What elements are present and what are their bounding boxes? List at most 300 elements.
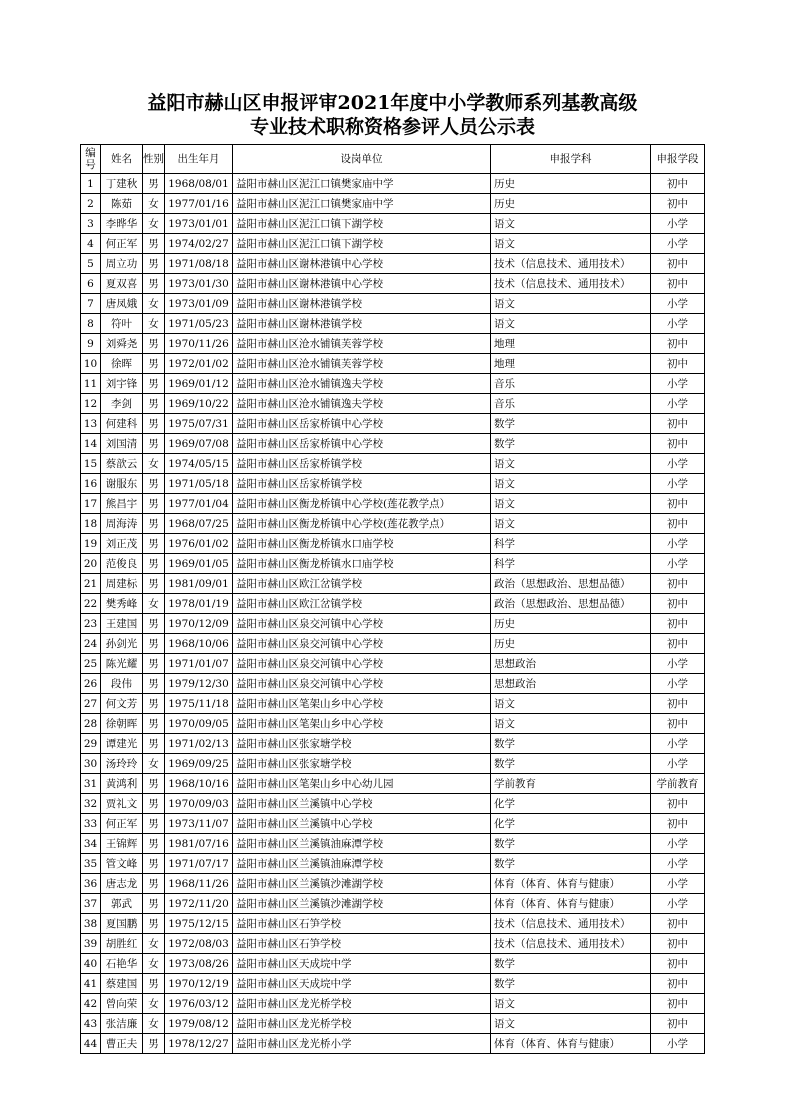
- cell-unit: 益阳市赫山区衡龙桥镇中心学校(莲花教学点）: [233, 514, 491, 534]
- cell-gender: 男: [143, 354, 165, 374]
- cell-unit: 益阳市赫山区泥江口镇樊家庙中学: [233, 194, 491, 214]
- cell-name: 汤玲玲: [101, 754, 143, 774]
- cell-no: 32: [81, 794, 101, 814]
- cell-unit: 益阳市赫山区兰溪镇沙滩湖学校: [233, 874, 491, 894]
- cell-no: 28: [81, 714, 101, 734]
- table-row: [81, 694, 705, 714]
- cell-unit: 益阳市赫山区沧水铺镇芙蓉学校: [233, 334, 491, 354]
- candidates-table: [80, 144, 705, 1054]
- table-row: [81, 634, 705, 654]
- cell-stage: 初中: [651, 414, 705, 434]
- cell-stage: 小学: [651, 234, 705, 254]
- cell-gender: 男: [143, 374, 165, 394]
- cell-gender: 女: [143, 934, 165, 954]
- cell-name: 范俊良: [101, 554, 143, 574]
- cell-birth: 1979/12/30: [165, 674, 233, 694]
- cell-no: 16: [81, 474, 101, 494]
- cell-no: 33: [81, 814, 101, 834]
- cell-unit: 益阳市赫山区谢林港镇学校: [233, 314, 491, 334]
- cell-subject: 语文: [491, 694, 651, 714]
- table-row: [81, 754, 705, 774]
- cell-no: 10: [81, 354, 101, 374]
- cell-subject: 地理: [491, 354, 651, 374]
- cell-unit: 益阳市赫山区泉交河镇中心学校: [233, 634, 491, 654]
- cell-gender: 女: [143, 454, 165, 474]
- cell-subject: 语文: [491, 314, 651, 334]
- table-row: [81, 194, 705, 214]
- table-row: [81, 894, 705, 914]
- cell-birth: 1978/01/19: [165, 594, 233, 614]
- cell-subject: 语文: [491, 474, 651, 494]
- cell-name: 陈光耀: [101, 654, 143, 674]
- cell-unit: 益阳市赫山区龙光桥小学: [233, 1034, 491, 1054]
- cell-unit: 益阳市赫山区沧水铺镇逸夫学校: [233, 394, 491, 414]
- cell-no: 34: [81, 834, 101, 854]
- cell-no: 30: [81, 754, 101, 774]
- table-row: [81, 394, 705, 414]
- cell-stage: 初中: [651, 354, 705, 374]
- cell-birth: 1971/01/07: [165, 654, 233, 674]
- table-row: [81, 954, 705, 974]
- cell-birth: 1973/11/07: [165, 814, 233, 834]
- cell-unit: 益阳市赫山区兰溪镇中心学校: [233, 794, 491, 814]
- cell-stage: 小学: [651, 754, 705, 774]
- cell-gender: 男: [143, 914, 165, 934]
- cell-no: 39: [81, 934, 101, 954]
- cell-subject: 政治（思想政治、思想品德）: [491, 574, 651, 594]
- cell-unit: 益阳市赫山区兰溪镇中心学校: [233, 814, 491, 834]
- cell-gender: 男: [143, 334, 165, 354]
- cell-no: 35: [81, 854, 101, 874]
- cell-birth: 1971/05/23: [165, 314, 233, 334]
- cell-stage: 初中: [651, 994, 705, 1014]
- cell-name: 樊秀峰: [101, 594, 143, 614]
- cell-birth: 1970/12/09: [165, 614, 233, 634]
- table-body: [81, 174, 705, 1054]
- cell-unit: 益阳市赫山区衡龙桥镇中心学校(莲花教学点）: [233, 494, 491, 514]
- table-row: [81, 334, 705, 354]
- cell-birth: 1976/01/02: [165, 534, 233, 554]
- cell-name: 何文芳: [101, 694, 143, 714]
- table-row: [81, 294, 705, 314]
- cell-gender: 男: [143, 234, 165, 254]
- cell-gender: 男: [143, 474, 165, 494]
- cell-birth: 1971/02/13: [165, 734, 233, 754]
- cell-birth: 1978/12/27: [165, 1034, 233, 1054]
- cell-unit: 益阳市赫山区天成垸中学: [233, 954, 491, 974]
- cell-stage: 初中: [651, 494, 705, 514]
- cell-birth: 1976/03/12: [165, 994, 233, 1014]
- cell-stage: 初中: [651, 614, 705, 634]
- cell-name: 蔡建国: [101, 974, 143, 994]
- cell-birth: 1974/02/27: [165, 234, 233, 254]
- cell-name: 贾礼文: [101, 794, 143, 814]
- cell-stage: 初中: [651, 814, 705, 834]
- cell-name: 孙剑光: [101, 634, 143, 654]
- cell-subject: 地理: [491, 334, 651, 354]
- table-row: [81, 434, 705, 454]
- table-row: [81, 1014, 705, 1034]
- cell-no: 5: [81, 254, 101, 274]
- cell-birth: 1971/08/18: [165, 254, 233, 274]
- cell-name: 周海涛: [101, 514, 143, 534]
- cell-no: 29: [81, 734, 101, 754]
- cell-subject: 语文: [491, 454, 651, 474]
- cell-stage: 初中: [651, 194, 705, 214]
- cell-gender: 女: [143, 994, 165, 1014]
- cell-birth: 1970/09/05: [165, 714, 233, 734]
- cell-stage: 小学: [651, 454, 705, 474]
- header-birth: 出生年月: [165, 145, 233, 174]
- cell-no: 27: [81, 694, 101, 714]
- cell-name: 石艳华: [101, 954, 143, 974]
- cell-stage: 小学: [651, 654, 705, 674]
- cell-name: 段伟: [101, 674, 143, 694]
- table-row: [81, 734, 705, 754]
- cell-name: 谭建光: [101, 734, 143, 754]
- cell-birth: 1977/01/16: [165, 194, 233, 214]
- cell-unit: 益阳市赫山区欧江岔镇学校: [233, 594, 491, 614]
- cell-no: 42: [81, 994, 101, 1014]
- cell-name: 徐朝晖: [101, 714, 143, 734]
- cell-no: 4: [81, 234, 101, 254]
- cell-stage: 初中: [651, 1014, 705, 1034]
- cell-subject: 数学: [491, 854, 651, 874]
- cell-gender: 男: [143, 554, 165, 574]
- table-row: [81, 454, 705, 474]
- cell-stage: 初中: [651, 914, 705, 934]
- cell-name: 刘正茂: [101, 534, 143, 554]
- table-row: [81, 974, 705, 994]
- cell-gender: 男: [143, 794, 165, 814]
- cell-subject: 数学: [491, 834, 651, 854]
- cell-unit: 益阳市赫山区沧水铺镇逸夫学校: [233, 374, 491, 394]
- cell-unit: 益阳市赫山区石笋学校: [233, 914, 491, 934]
- cell-no: 2: [81, 194, 101, 214]
- cell-unit: 益阳市赫山区兰溪镇油麻潭学校: [233, 854, 491, 874]
- cell-birth: 1981/09/01: [165, 574, 233, 594]
- cell-stage: 初中: [651, 794, 705, 814]
- cell-birth: 1973/01/30: [165, 274, 233, 294]
- cell-birth: 1975/07/31: [165, 414, 233, 434]
- cell-subject: 音乐: [491, 394, 651, 414]
- cell-stage: 初中: [651, 594, 705, 614]
- cell-unit: 益阳市赫山区泥江口镇下湖学校: [233, 234, 491, 254]
- cell-subject: 体育（体育、体育与健康）: [491, 1034, 651, 1054]
- table-row: [81, 794, 705, 814]
- cell-birth: 1972/11/20: [165, 894, 233, 914]
- cell-no: 3: [81, 214, 101, 234]
- cell-no: 23: [81, 614, 101, 634]
- cell-subject: 历史: [491, 194, 651, 214]
- cell-gender: 男: [143, 534, 165, 554]
- cell-stage: 小学: [651, 734, 705, 754]
- cell-name: 周建标: [101, 574, 143, 594]
- cell-birth: 1972/01/02: [165, 354, 233, 374]
- cell-unit: 益阳市赫山区泉交河镇中心学校: [233, 654, 491, 674]
- cell-birth: 1971/05/18: [165, 474, 233, 494]
- cell-name: 张洁廉: [101, 1014, 143, 1034]
- cell-stage: 初中: [651, 174, 705, 194]
- cell-gender: 女: [143, 594, 165, 614]
- cell-name: 熊昌宇: [101, 494, 143, 514]
- cell-no: 6: [81, 274, 101, 294]
- cell-birth: 1970/11/26: [165, 334, 233, 354]
- cell-no: 19: [81, 534, 101, 554]
- cell-gender: 男: [143, 734, 165, 754]
- cell-unit: 益阳市赫山区龙光桥学校: [233, 994, 491, 1014]
- cell-gender: 女: [143, 214, 165, 234]
- cell-name: 夏国鹏: [101, 914, 143, 934]
- cell-no: 1: [81, 174, 101, 194]
- table-row: [81, 494, 705, 514]
- header-unit: 设岗单位: [233, 145, 491, 174]
- table-row: [81, 274, 705, 294]
- cell-subject: 技术（信息技术、通用技术）: [491, 274, 651, 294]
- cell-gender: 女: [143, 294, 165, 314]
- cell-stage: 学前教育: [651, 774, 705, 794]
- cell-gender: 男: [143, 394, 165, 414]
- cell-unit: 益阳市赫山区沧水铺镇芙蓉学校: [233, 354, 491, 374]
- cell-subject: 学前教育: [491, 774, 651, 794]
- cell-stage: 小学: [651, 374, 705, 394]
- cell-stage: 小学: [651, 674, 705, 694]
- cell-subject: 数学: [491, 734, 651, 754]
- cell-subject: 技术（信息技术、通用技术）: [491, 254, 651, 274]
- table-row: [81, 874, 705, 894]
- cell-subject: 语文: [491, 1014, 651, 1034]
- cell-gender: 男: [143, 694, 165, 714]
- document-title-line1: 益阳市赫山区申报评审2021年度中小学教师系列基教高级: [147, 92, 638, 114]
- cell-stage: 初中: [651, 694, 705, 714]
- cell-name: 胡胜红: [101, 934, 143, 954]
- cell-stage: 小学: [651, 874, 705, 894]
- cell-subject: 语文: [491, 514, 651, 534]
- cell-birth: 1975/12/15: [165, 914, 233, 934]
- table-row: [81, 314, 705, 334]
- cell-unit: 益阳市赫山区兰溪镇沙滩湖学校: [233, 894, 491, 914]
- cell-gender: 男: [143, 974, 165, 994]
- cell-subject: 数学: [491, 974, 651, 994]
- header-subject: 申报学科: [491, 145, 651, 174]
- cell-no: 12: [81, 394, 101, 414]
- cell-stage: 初中: [651, 274, 705, 294]
- cell-subject: 数学: [491, 414, 651, 434]
- cell-stage: 初中: [651, 434, 705, 454]
- cell-unit: 益阳市赫山区岳家桥镇中心学校: [233, 434, 491, 454]
- cell-birth: 1975/11/18: [165, 694, 233, 714]
- table-row: [81, 414, 705, 434]
- cell-birth: 1968/10/06: [165, 634, 233, 654]
- cell-subject: 思想政治: [491, 674, 651, 694]
- cell-birth: 1968/08/01: [165, 174, 233, 194]
- cell-birth: 1972/08/03: [165, 934, 233, 954]
- cell-unit: 益阳市赫山区天成垸中学: [233, 974, 491, 994]
- cell-gender: 男: [143, 834, 165, 854]
- cell-no: 26: [81, 674, 101, 694]
- cell-subject: 科学: [491, 534, 651, 554]
- cell-name: 谢服东: [101, 474, 143, 494]
- table-row: [81, 234, 705, 254]
- table-row: [81, 474, 705, 494]
- cell-gender: 男: [143, 174, 165, 194]
- cell-unit: 益阳市赫山区泉交河镇中心学校: [233, 674, 491, 694]
- cell-subject: 技术（信息技术、通用技术）: [491, 914, 651, 934]
- cell-no: 38: [81, 914, 101, 934]
- table-row: [81, 374, 705, 394]
- cell-gender: 男: [143, 614, 165, 634]
- cell-birth: 1970/12/19: [165, 974, 233, 994]
- cell-birth: 1977/01/04: [165, 494, 233, 514]
- table-row: [81, 774, 705, 794]
- cell-unit: 益阳市赫山区泥江口镇下湖学校: [233, 214, 491, 234]
- cell-unit: 益阳市赫山区石笋学校: [233, 934, 491, 954]
- cell-no: 31: [81, 774, 101, 794]
- cell-no: 14: [81, 434, 101, 454]
- table-row: [81, 814, 705, 834]
- cell-name: 唐志龙: [101, 874, 143, 894]
- cell-no: 24: [81, 634, 101, 654]
- cell-stage: 初中: [651, 974, 705, 994]
- cell-unit: 益阳市赫山区笔架山乡中心学校: [233, 694, 491, 714]
- table-row: [81, 654, 705, 674]
- cell-stage: 初中: [651, 634, 705, 654]
- cell-no: 13: [81, 414, 101, 434]
- table-row: [81, 614, 705, 634]
- table-row: [81, 934, 705, 954]
- cell-stage: 小学: [651, 854, 705, 874]
- cell-gender: 男: [143, 514, 165, 534]
- cell-no: 37: [81, 894, 101, 914]
- cell-unit: 益阳市赫山区岳家桥镇学校: [233, 474, 491, 494]
- cell-gender: 男: [143, 814, 165, 834]
- table-row: [81, 354, 705, 374]
- cell-no: 21: [81, 574, 101, 594]
- cell-birth: 1969/09/25: [165, 754, 233, 774]
- cell-birth: 1968/10/16: [165, 774, 233, 794]
- cell-name: 曹正夫: [101, 1034, 143, 1054]
- cell-no: 41: [81, 974, 101, 994]
- table-row: [81, 994, 705, 1014]
- cell-subject: 语文: [491, 494, 651, 514]
- cell-stage: 小学: [651, 534, 705, 554]
- cell-name: 何建科: [101, 414, 143, 434]
- cell-stage: 小学: [651, 314, 705, 334]
- cell-name: 曾向荣: [101, 994, 143, 1014]
- cell-unit: 益阳市赫山区衡龙桥镇水口庙学校: [233, 554, 491, 574]
- cell-gender: 男: [143, 654, 165, 674]
- cell-subject: 科学: [491, 554, 651, 574]
- cell-gender: 男: [143, 634, 165, 654]
- cell-no: 43: [81, 1014, 101, 1034]
- cell-birth: 1973/08/26: [165, 954, 233, 974]
- cell-birth: 1981/07/16: [165, 834, 233, 854]
- cell-subject: 数学: [491, 754, 651, 774]
- cell-stage: 小学: [651, 474, 705, 494]
- cell-subject: 音乐: [491, 374, 651, 394]
- cell-no: 17: [81, 494, 101, 514]
- cell-name: 唐凤娥: [101, 294, 143, 314]
- cell-birth: 1971/07/17: [165, 854, 233, 874]
- cell-stage: 小学: [651, 1034, 705, 1054]
- cell-no: 25: [81, 654, 101, 674]
- table-row: [81, 534, 705, 554]
- cell-stage: 小学: [651, 394, 705, 414]
- cell-stage: 初中: [651, 514, 705, 534]
- cell-name: 徐晖: [101, 354, 143, 374]
- cell-no: 40: [81, 954, 101, 974]
- cell-subject: 思想政治: [491, 654, 651, 674]
- cell-birth: 1969/10/22: [165, 394, 233, 414]
- cell-no: 11: [81, 374, 101, 394]
- cell-stage: 初中: [651, 714, 705, 734]
- cell-name: 刘宇锋: [101, 374, 143, 394]
- cell-gender: 女: [143, 954, 165, 974]
- table-row: [81, 214, 705, 234]
- cell-name: 王锦辉: [101, 834, 143, 854]
- cell-gender: 男: [143, 774, 165, 794]
- cell-birth: 1974/05/15: [165, 454, 233, 474]
- cell-gender: 男: [143, 254, 165, 274]
- cell-unit: 益阳市赫山区谢林港镇学校: [233, 294, 491, 314]
- cell-name: 周立功: [101, 254, 143, 274]
- cell-stage: 小学: [651, 554, 705, 574]
- cell-no: 8: [81, 314, 101, 334]
- cell-no: 36: [81, 874, 101, 894]
- cell-birth: 1968/11/26: [165, 874, 233, 894]
- cell-subject: 历史: [491, 614, 651, 634]
- cell-subject: 数学: [491, 954, 651, 974]
- table-row: [81, 574, 705, 594]
- cell-name: 陈茹: [101, 194, 143, 214]
- table-row: [81, 1034, 705, 1054]
- cell-no: 44: [81, 1034, 101, 1054]
- cell-gender: 男: [143, 894, 165, 914]
- cell-name: 刘舜尧: [101, 334, 143, 354]
- table-row: [81, 514, 705, 534]
- cell-unit: 益阳市赫山区张家塘学校: [233, 734, 491, 754]
- table-row: [81, 854, 705, 874]
- cell-subject: 语文: [491, 214, 651, 234]
- cell-birth: 1969/01/05: [165, 554, 233, 574]
- cell-no: 15: [81, 454, 101, 474]
- cell-gender: 男: [143, 434, 165, 454]
- cell-name: 夏双喜: [101, 274, 143, 294]
- cell-stage: 小学: [651, 894, 705, 914]
- cell-gender: 男: [143, 854, 165, 874]
- cell-name: 符叶: [101, 314, 143, 334]
- cell-birth: 1969/07/08: [165, 434, 233, 454]
- cell-subject: 技术（信息技术、通用技术）: [491, 934, 651, 954]
- cell-subject: 化学: [491, 794, 651, 814]
- cell-name: 王建国: [101, 614, 143, 634]
- cell-gender: 男: [143, 274, 165, 294]
- document-title-line2: 专业技术职称资格参评人员公示表: [249, 116, 535, 138]
- cell-stage: 初中: [651, 254, 705, 274]
- cell-subject: 历史: [491, 174, 651, 194]
- cell-name: 刘国清: [101, 434, 143, 454]
- table-row: [81, 174, 705, 194]
- cell-unit: 益阳市赫山区泉交河镇中心学校: [233, 614, 491, 634]
- table-row: [81, 834, 705, 854]
- header-gender: 性别: [143, 145, 165, 174]
- cell-stage: 小学: [651, 214, 705, 234]
- cell-unit: 益阳市赫山区笔架山乡中心学校: [233, 714, 491, 734]
- cell-gender: 男: [143, 874, 165, 894]
- cell-subject: 语文: [491, 994, 651, 1014]
- cell-no: 9: [81, 334, 101, 354]
- cell-gender: 男: [143, 714, 165, 734]
